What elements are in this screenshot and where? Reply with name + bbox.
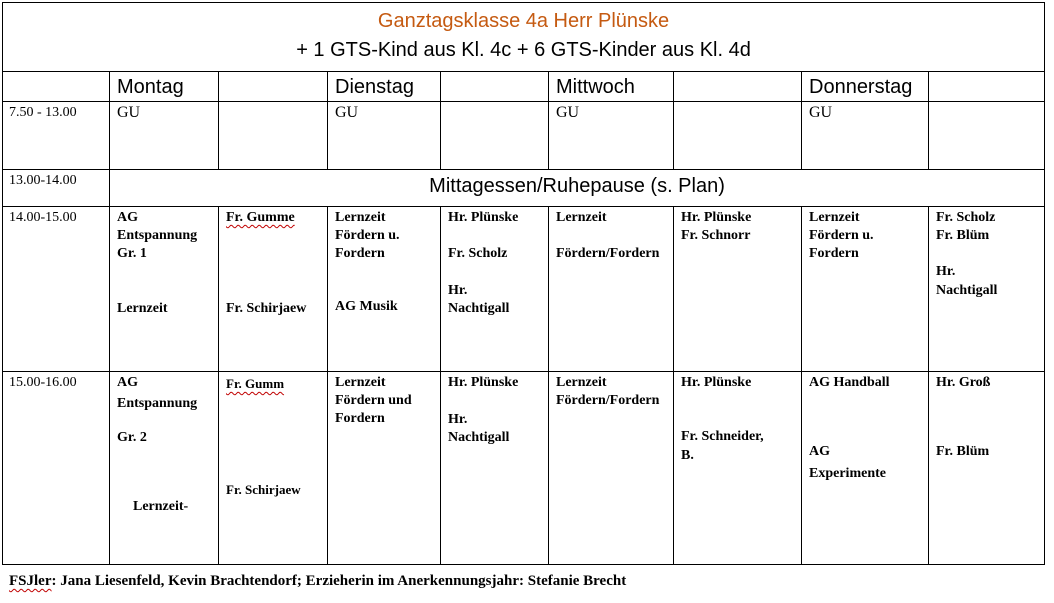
time-label: 13.00-14.00 <box>9 173 77 188</box>
entry-text: Fr. Gumm <box>226 376 285 391</box>
entry-line: Nachtigall <box>448 301 510 316</box>
schedule-cell <box>549 372 674 565</box>
entry-line <box>226 375 325 393</box>
entry-line: Lernzeit <box>117 301 168 316</box>
day-header-spacer <box>219 72 328 102</box>
entry-line: Hr. <box>936 264 956 279</box>
gu-entry: GU <box>335 104 359 121</box>
entry-line: AG Handball <box>809 375 890 390</box>
entry-line: Fördern/Fordern <box>556 246 660 261</box>
entry-line: Gr. 1 <box>117 246 147 261</box>
empty-cell <box>674 102 802 170</box>
entry-line: Fördern und <box>335 393 412 408</box>
schedule-cell <box>441 372 549 565</box>
entry-line: Hr. Groß <box>936 375 991 390</box>
entry-line: Fr. Scholz <box>936 210 996 225</box>
block2-row <box>3 372 1045 565</box>
entry-line: Fordern <box>335 411 385 426</box>
gu-cell-monday <box>110 102 219 170</box>
entry-line: Fr. Schirjaew <box>226 482 301 497</box>
entry-line: Hr. Plünske <box>448 210 519 225</box>
schedule-cell <box>549 207 674 372</box>
entry-line: Fr. Blüm <box>936 228 990 243</box>
schedule-cell <box>802 372 929 565</box>
day-label: Mittwoch <box>556 76 635 98</box>
entry-text: Fr. Gumme <box>226 210 295 225</box>
entry-line: Entspannung <box>117 228 198 243</box>
entry-line: Nachtigall <box>448 430 510 445</box>
gu-cell-tuesday <box>328 102 441 170</box>
gu-cell-wednesday <box>549 102 674 170</box>
schedule-cell <box>674 207 802 372</box>
lunch-cell <box>110 170 1045 207</box>
empty-cell <box>219 102 328 170</box>
schedule-cell <box>929 372 1045 565</box>
title-row <box>3 3 1045 72</box>
entry-line: Fordern <box>809 246 859 261</box>
day-label: Dienstag <box>335 76 414 98</box>
day-header-spacer <box>674 72 802 102</box>
gu-entry: GU <box>809 104 833 121</box>
empty-cell <box>929 102 1045 170</box>
schedule-cell <box>441 207 549 372</box>
entry-line: Lernzeit <box>556 375 607 390</box>
lunch-label: Mittagessen/Ruhepause (s. Plan) <box>429 175 725 197</box>
schedule-table <box>2 2 1045 565</box>
entry-line: Fr. Schirjaew <box>226 301 307 316</box>
day-header-tuesday <box>328 72 441 102</box>
entry-line: Hr. <box>448 283 468 298</box>
morning-row <box>3 102 1045 170</box>
entry-line: Fr. Schneider, <box>681 429 764 444</box>
entry-line: Fördern u. <box>809 228 874 243</box>
schedule-cell <box>219 207 328 372</box>
lunch-row <box>3 170 1045 207</box>
corner-cell <box>3 72 110 102</box>
day-label: Donnerstag <box>809 76 913 98</box>
entry-line: Hr. <box>448 412 468 427</box>
entry-line: Hr. Plünske <box>681 210 752 225</box>
entry-line: Fördern/Fordern <box>556 393 660 408</box>
entry-line: Fr. Schnorr <box>681 228 751 243</box>
schedule-cell <box>110 372 219 565</box>
time-cell <box>3 102 110 170</box>
schedule-cell <box>674 372 802 565</box>
schedule-cell <box>802 207 929 372</box>
gu-entry: GU <box>556 104 580 121</box>
entry-line: AG <box>117 375 138 390</box>
entry-line: Fördern u. <box>335 228 400 243</box>
schedule-cell <box>110 207 219 372</box>
day-header-spacer <box>441 72 549 102</box>
entry-line: Nachtigall <box>936 283 998 298</box>
day-header-wednesday <box>549 72 674 102</box>
footer-prefix: FSJler <box>9 573 52 589</box>
schedule-cell <box>929 207 1045 372</box>
entry-line: Fordern <box>335 246 385 261</box>
entry-line: Lernzeit <box>335 375 386 390</box>
page-title: Ganztagsklasse 4a Herr Plünske <box>377 10 670 32</box>
page-subtitle: + 1 GTS-Kind aus Kl. 4c + 6 GTS-Kinder aus Kl. 4d <box>296 39 751 61</box>
block1-row <box>3 207 1045 372</box>
entry-line: Lernzeit- <box>133 499 189 514</box>
day-label: Montag <box>117 76 184 98</box>
day-header-row <box>3 72 1045 102</box>
entry-line: AG Musik <box>335 299 398 314</box>
empty-cell <box>441 102 549 170</box>
time-label: 7.50 - 13.00 <box>9 105 77 120</box>
entry-line: Fr. Blüm <box>936 444 990 459</box>
schedule-cell <box>328 372 441 565</box>
footer-note <box>9 572 626 590</box>
gu-cell-thursday <box>802 102 929 170</box>
time-cell <box>3 207 110 372</box>
entry-line <box>226 209 325 227</box>
entry-line: AG <box>117 210 138 225</box>
entry-line: Entspannung <box>117 396 198 411</box>
day-header-monday <box>110 72 219 102</box>
gu-entry: GU <box>117 104 141 121</box>
entry-line: Lernzeit <box>335 210 386 225</box>
entry-line: Gr. 2 <box>117 430 147 445</box>
entry-line: Lernzeit <box>809 210 860 225</box>
entry-line: AG <box>809 444 830 459</box>
time-label: 14.00-15.00 <box>9 210 77 225</box>
entry-line: Fr. Scholz <box>448 246 508 261</box>
entry-line: Lernzeit <box>556 210 607 225</box>
entry-line: Hr. Plünske <box>448 375 519 390</box>
entry-line: Hr. Plünske <box>681 375 752 390</box>
day-header-spacer <box>929 72 1045 102</box>
entry-line: B. <box>681 448 694 463</box>
day-header-thursday <box>802 72 929 102</box>
schedule-cell <box>328 207 441 372</box>
time-cell <box>3 372 110 565</box>
time-cell <box>3 170 110 207</box>
title-cell <box>3 3 1045 72</box>
schedule-cell <box>219 372 328 565</box>
entry-line: Experimente <box>809 466 886 481</box>
time-label: 15.00-16.00 <box>9 375 77 390</box>
footer-text: : Jana Liesenfeld, Kevin Brachtendorf; Erzieherin im Anerkennungsjahr: Stefanie Brecht <box>51 573 627 589</box>
